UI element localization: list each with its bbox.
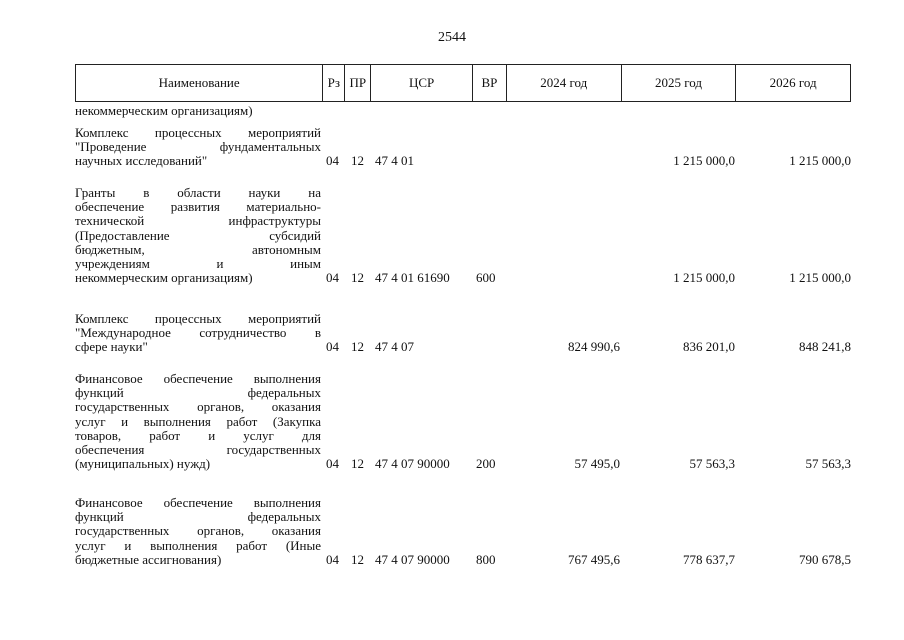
row-name-line: Финансовое обеспечение выполнения [75,495,321,510]
header-2026: 2026 год [769,75,817,90]
row-name-line: научных исследований" [75,153,208,169]
row-2025: 57 563,3 [689,456,735,472]
row-rz: 04 [326,270,339,286]
row-name-line: функций федеральных [75,509,321,525]
row-csr: 47 4 07 [375,339,414,355]
row-name-line: "Проведение фундаментальных [75,139,321,155]
header-vr: ВР [473,65,507,101]
row-name-line: бюджетным, автономным [75,241,321,257]
row-2026: 848 241,8 [799,339,851,355]
header-csr: ЦСР [371,65,473,101]
table-row [75,126,851,169]
row-name-line: услуг и выполнения работ (Закупка [75,413,321,429]
row-csr: 47 4 01 [375,153,414,169]
row-name-line: Комплекс процессных мероприятий [75,125,321,140]
row-name [75,186,321,285]
row-vr: 600 [476,270,496,286]
row-name [75,126,321,169]
row-2025: 836 201,0 [683,339,735,355]
row-2025: 778 637,7 [683,551,735,567]
row-name-line: (Предоставление субсидий [75,227,321,243]
row-name-line: функций федеральных [75,385,321,401]
row-name-line: услуг и выполнения работ (Иные [75,537,321,553]
row-csr: 47 4 01 61690 [375,270,450,286]
row-name [75,312,321,355]
row-name [75,372,321,471]
header-pr: ПР [345,65,371,101]
row-name-line: "Международное сотрудничество в [75,325,321,341]
row-name-line: сфере науки" [75,339,148,355]
row-name-line: обеспечение развития материально- [75,199,321,215]
row-rz: 04 [326,551,339,567]
row-pr: 12 [351,551,364,567]
row-rz: 04 [326,456,339,472]
row-2026: 1 215 000,0 [789,153,851,169]
row-name-line: товаров, работ и услуг для [75,427,321,443]
row-vr: 200 [476,456,496,472]
row-2026: 790 678,5 [799,551,851,567]
row-rz: 04 [326,339,339,355]
row-2025: 1 215 000,0 [673,153,735,169]
row-name [75,496,321,567]
row-csr: 47 4 07 90000 [375,551,450,567]
table-row [75,496,851,567]
header-rz: Рз [323,65,345,101]
row-name-line: (муниципальных) нужд) [75,456,211,472]
row-pr: 12 [351,456,364,472]
row-name-line: Комплекс процессных мероприятий [75,311,321,326]
row-name [75,104,321,118]
row-name-line: учреждениям и иным [75,256,321,272]
row-vr: 800 [476,551,496,567]
row-pr: 12 [351,339,364,355]
row-2024: 767 495,6 [568,551,620,567]
table-row [75,312,851,355]
table-row [75,186,851,285]
row-2025: 1 215 000,0 [673,270,735,286]
table-row [75,104,851,118]
row-pr: 12 [351,270,364,286]
row-name-line: некоммерческим организациям) [75,103,253,118]
row-name-line: некоммерческим организациям) [75,270,253,286]
row-pr: 12 [351,153,364,169]
header-2025: 2025 год [622,65,737,101]
row-2024: 57 495,0 [574,456,620,472]
row-name-line: Гранты в области науки на [75,185,321,200]
row-name-line: государственных органов, оказания [75,523,321,539]
header-name: Наименование [76,65,323,101]
page-number: 2544 [438,30,466,45]
row-rz: 04 [326,153,339,169]
row-2026: 1 215 000,0 [789,270,851,286]
row-2024: 824 990,6 [568,339,620,355]
row-name-line: Финансовое обеспечение выполнения [75,371,321,386]
row-2026: 57 563,3 [805,456,851,472]
table-header [75,64,851,102]
row-name-line: технической инфраструктуры [75,213,321,229]
row-name-line: обеспечения государственных [75,442,321,458]
row-csr: 47 4 07 90000 [375,456,450,472]
row-name-line: государственных органов, оказания [75,399,321,415]
table-row [75,372,851,471]
header-2024: 2024 год [507,65,622,101]
row-name-line: бюджетные ассигнования) [75,551,222,567]
